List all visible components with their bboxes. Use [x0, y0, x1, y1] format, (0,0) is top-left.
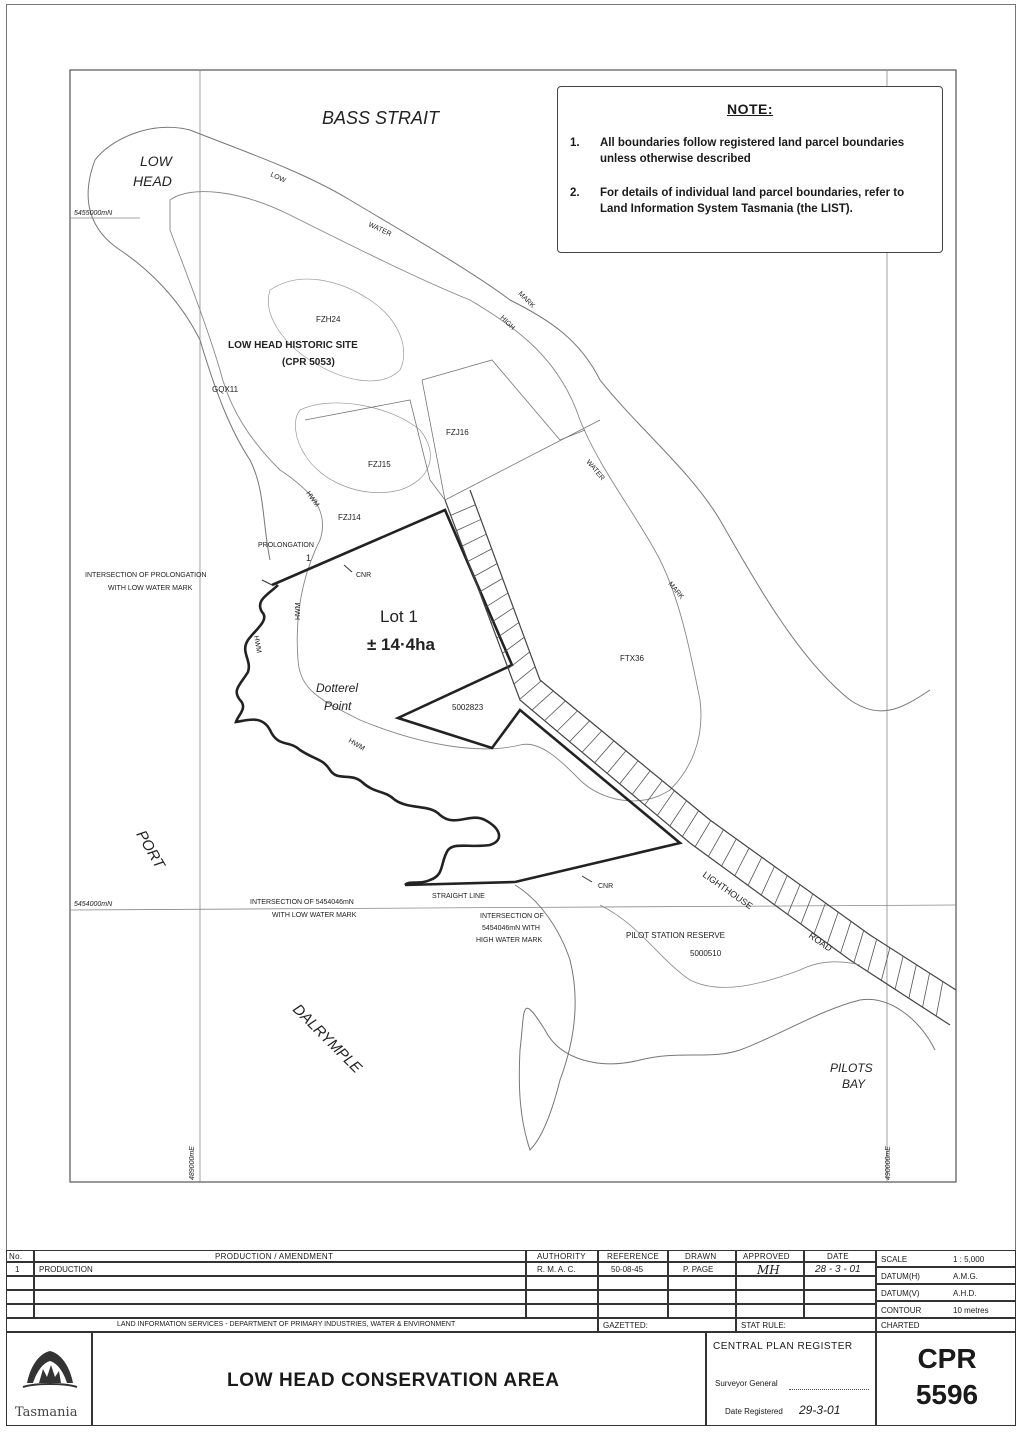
- label-dalrymple: DALRYMPLE: [289, 1000, 366, 1077]
- coastline-outer-west: [88, 160, 270, 560]
- label-hwm-left: HWM: [252, 635, 262, 654]
- row1-reference-cell: [598, 1262, 668, 1276]
- charted-label: CHARTED: [881, 1321, 920, 1330]
- row3-no-cell: [6, 1290, 34, 1304]
- road-hatch-line: [570, 721, 590, 742]
- label-intersect-1-line1: INTERSECTION OF PROLONGATION: [85, 572, 207, 579]
- label-hw-3: MARK: [666, 580, 685, 601]
- label-hwm-inner: HWM: [347, 737, 366, 753]
- label-prolongation-mark: 1: [306, 553, 312, 563]
- label-prolongation: PROLONGATION: [258, 542, 314, 549]
- register-label: CENTRAL PLAN REGISTER: [713, 1341, 853, 1352]
- hdr-reference-cell: [598, 1250, 668, 1262]
- hdr-approved-cell: [736, 1250, 804, 1262]
- scale-value: 1 : 5,000: [953, 1255, 985, 1264]
- label-hwm-vert: HWM: [304, 490, 321, 509]
- label-pilot-reserve-no: 5000510: [690, 949, 722, 958]
- hdr-drawn: DRAWN: [685, 1252, 717, 1261]
- row1-reference: 50-08-45: [611, 1265, 644, 1274]
- row1-date: 28 - 3 - 01: [815, 1264, 861, 1275]
- contour-cell: [876, 1301, 1016, 1318]
- road-hatch-line: [735, 848, 749, 876]
- label-point: Point: [324, 699, 352, 713]
- gazetted-cell: [598, 1318, 736, 1332]
- road-hatch-line: [881, 948, 890, 981]
- title-cell: [92, 1332, 706, 1426]
- label-historic-1: LOW HEAD HISTORIC SITE: [228, 340, 358, 351]
- road-hatch-line: [557, 711, 577, 731]
- label-intersect-3-line3: HIGH WATER MARK: [476, 937, 543, 944]
- road-hatch-line: [607, 751, 626, 774]
- label-lw-1: LOW: [269, 171, 287, 185]
- hdr-drawn-cell: [668, 1250, 736, 1262]
- hdr-no-cell: [6, 1250, 34, 1262]
- row4-date-cell: [804, 1304, 876, 1318]
- gazetted-label: GAZETTED:: [603, 1321, 648, 1330]
- label-intersect-1-line2: WITH LOW WATER MARK: [108, 585, 193, 592]
- contour-label: CONTOUR: [881, 1306, 922, 1315]
- road-hatch-line: [895, 956, 903, 989]
- road-hatch-line: [502, 637, 524, 653]
- parcel-fzj15: [305, 400, 445, 500]
- road-hatch-line: [451, 505, 476, 516]
- tasmania-logo-icon: [21, 1343, 79, 1393]
- row4-authority-cell: [526, 1304, 598, 1318]
- road-hatch-line: [545, 701, 566, 721]
- stat-rule-label: STAT RULE:: [741, 1321, 786, 1330]
- road-hatch-line: [923, 973, 930, 1007]
- row4-drawn-cell: [668, 1304, 736, 1318]
- row3-authority-cell: [526, 1290, 598, 1304]
- road-hatch-line: [841, 921, 851, 953]
- high-water-loop: [170, 192, 701, 801]
- row1-production-cell: [34, 1262, 526, 1276]
- row1-approved-signature: MH: [757, 1263, 780, 1276]
- cpr-cell: [876, 1332, 1016, 1426]
- hdr-date: DATE: [827, 1252, 849, 1261]
- label-hw-1: HIGH: [498, 314, 516, 332]
- cpr-label: CPR: [917, 1343, 977, 1374]
- note-item-1-number: 1.: [570, 137, 580, 149]
- road-hatch-line: [491, 608, 513, 623]
- label-port: PORT: [132, 827, 168, 872]
- label-grid-e-right: 490000mE: [885, 1146, 892, 1180]
- road-hatch-line: [595, 741, 614, 763]
- label-lw-3: MARK: [516, 290, 536, 310]
- road-hatch-line: [695, 821, 711, 847]
- row3-production-cell: [34, 1290, 526, 1304]
- row1-production: PRODUCTION: [39, 1265, 93, 1274]
- lighthouse-road-edge-west: [445, 500, 950, 1025]
- label-grid-n-bottom: 5454000mN: [74, 901, 113, 908]
- row3-date-cell: [804, 1290, 876, 1304]
- label-historic-2: (CPR 5053): [282, 357, 335, 368]
- row1-approved-cell: [736, 1262, 804, 1276]
- label-intersect-3-line2: 5454046mN WITH: [482, 925, 540, 932]
- label-low: LOW: [140, 153, 172, 169]
- road-hatch-line: [479, 578, 502, 592]
- dept-line: LAND INFORMATION SERVICES - DEPARTMENT OF PRIMARY INDUSTRIES, WATER & ENVIRONMENT: [117, 1321, 456, 1328]
- note-title: NOTE:: [726, 101, 774, 117]
- road-hatch-line: [632, 771, 650, 795]
- row1-no: 1: [15, 1265, 20, 1274]
- row3-approved-cell: [736, 1290, 804, 1304]
- row1-authority-cell: [526, 1262, 598, 1276]
- road-hatch-line: [582, 731, 602, 752]
- road-hatch-line: [670, 801, 687, 826]
- label-parcel-5002823: 5002823: [452, 703, 484, 712]
- row1-authority: R. M. A. C.: [537, 1265, 576, 1274]
- road-hatch-line: [508, 652, 529, 669]
- arrow-cnr-2: [582, 876, 592, 882]
- label-cnr-1: CNR: [356, 572, 372, 579]
- hdr-production-cell: [34, 1250, 526, 1262]
- label-lot-1: Lot 1: [380, 607, 418, 626]
- road-hatch-line: [520, 681, 541, 699]
- row4-no-cell: [6, 1304, 34, 1318]
- hdr-authority-cell: [526, 1250, 598, 1262]
- scale-cell: [876, 1250, 1016, 1267]
- hdr-reference: REFERENCE: [607, 1252, 660, 1261]
- road-hatch-line: [532, 691, 553, 710]
- hdr-date-cell: [804, 1250, 876, 1262]
- label-intersect-2-line1: INTERSECTION OF 5454046mN: [250, 899, 354, 906]
- road-hatch-line: [936, 982, 943, 1017]
- row2-no-cell: [6, 1276, 34, 1290]
- row4-reference-cell: [598, 1304, 668, 1318]
- charted-cell: [876, 1318, 1016, 1332]
- scale-label: SCALE: [881, 1255, 908, 1264]
- row3-drawn-cell: [668, 1290, 736, 1304]
- road-hatch-line: [657, 791, 674, 816]
- road-hatch-line: [788, 885, 800, 915]
- label-grid-n-top: 5455000mN: [74, 210, 113, 217]
- row2-approved-cell: [736, 1276, 804, 1290]
- label-lot-area: ± 14·4ha: [367, 635, 435, 654]
- road-hatch-line: [748, 857, 762, 885]
- road-hatch-line: [682, 811, 698, 837]
- label-fzj16: FZJ16: [446, 428, 469, 437]
- arrow-cnr-1: [344, 565, 352, 572]
- label-intersect-2-line2: WITH LOW WATER MARK: [272, 912, 357, 919]
- title-block: [6, 1250, 1016, 1426]
- road-hatch-line: [514, 667, 535, 684]
- road-hatch-line: [474, 564, 497, 577]
- road-hatch-line: [456, 519, 480, 530]
- arrow-intersect-1: [262, 580, 272, 585]
- dept-line-cell: [6, 1318, 598, 1332]
- lot-1-boundary: [272, 510, 680, 882]
- row1-no-cell: [6, 1262, 34, 1276]
- stat-rule-cell: [736, 1318, 876, 1332]
- row2-reference-cell: [598, 1276, 668, 1290]
- contour-value: 10 metres: [953, 1306, 989, 1315]
- label-lw-2: WATER: [367, 221, 393, 239]
- label-road: ROAD: [806, 930, 834, 954]
- row2-production-cell: [34, 1276, 526, 1290]
- road-hatch-line: [620, 761, 638, 784]
- road-hatch-line: [722, 839, 737, 866]
- row3-reference-cell: [598, 1290, 668, 1304]
- label-fzj14: FZJ14: [338, 513, 361, 522]
- label-cnr-2: CNR: [598, 883, 614, 890]
- road-hatch-line: [814, 903, 825, 934]
- date-registered-label: Date Registered: [725, 1407, 783, 1416]
- road-hatch-line: [645, 781, 663, 805]
- road-hatch-line: [854, 930, 864, 962]
- label-gqx11: GQX11: [212, 385, 239, 394]
- surveyor-signature: [789, 1377, 869, 1390]
- label-bay: BAY: [842, 1077, 866, 1091]
- datum-v-value: A.H.D.: [953, 1289, 977, 1298]
- label-straight-line: STRAIGHT LINE: [432, 893, 485, 900]
- hdr-approved: APPROVED: [743, 1252, 790, 1261]
- label-pilot-reserve: PILOT STATION RESERVE: [626, 931, 725, 940]
- hdr-authority: AUTHORITY: [537, 1252, 586, 1261]
- hdr-production: PRODUCTION / AMENDMENT: [215, 1252, 334, 1261]
- road-hatch-line: [462, 534, 486, 546]
- note-box: [557, 86, 943, 253]
- label-ftx36: FTX36: [620, 654, 645, 663]
- label-hwm-low: HWM: [295, 602, 302, 620]
- road-hatch-line: [868, 939, 877, 971]
- logo-text: Tasmania: [15, 1405, 78, 1420]
- label-grid-e-left: 489000mE: [189, 1146, 196, 1180]
- label-head: HEAD: [133, 173, 172, 189]
- label-lighthouse: LIGHTHOUSE: [700, 869, 755, 912]
- hdr-no: No.: [9, 1252, 23, 1261]
- datum-h-label: DATUM(H): [881, 1272, 920, 1281]
- surveyor-general-label: Surveyor General: [715, 1379, 778, 1388]
- row1-drawn-cell: [668, 1262, 736, 1276]
- label-pilots: PILOTS: [830, 1061, 873, 1075]
- road-hatch-line: [485, 593, 508, 607]
- note-item-2-text: For details of individual land parcel boundaries, refer to Land Information System Tasmania (the LIST).: [600, 187, 905, 215]
- logo-cell: [6, 1332, 92, 1426]
- inner-contour-2: [295, 403, 430, 493]
- low-water-mark-shoreline: [236, 585, 499, 885]
- datum-h-value: A.M.G.: [953, 1272, 978, 1281]
- label-bass-strait: BASS STRAIT: [322, 108, 440, 128]
- label-intersect-3-line1: INTERSECTION OF: [480, 913, 544, 920]
- note-item-1-text: All boundaries follow registered land parcel boundaries unless otherwise described: [600, 137, 905, 165]
- row4-approved-cell: [736, 1304, 804, 1318]
- row2-authority-cell: [526, 1276, 598, 1290]
- label-dotterel: Dotterel: [316, 681, 359, 695]
- road-hatch-line: [827, 912, 838, 943]
- road-hatch-line: [774, 876, 787, 905]
- row4-production-cell: [34, 1304, 526, 1318]
- road-hatch-line: [761, 866, 774, 895]
- datum-v-label: DATUM(V): [881, 1289, 920, 1298]
- road-hatch-line: [497, 623, 519, 638]
- plan-title: LOW HEAD CONSERVATION AREA: [227, 1370, 560, 1391]
- cpr-number: 5596: [915, 1379, 979, 1410]
- row2-date-cell: [804, 1276, 876, 1290]
- pilots-bay-shoreline: [515, 885, 935, 1150]
- road-hatch-line: [909, 965, 917, 999]
- note-item-2-number: 2.: [570, 187, 580, 199]
- row1-drawn: P. PAGE: [683, 1265, 714, 1274]
- register-cell: [706, 1332, 876, 1426]
- row2-drawn-cell: [668, 1276, 736, 1290]
- label-fzh24: FZH24: [316, 315, 341, 324]
- road-hatch-line: [801, 894, 813, 924]
- row1-date-cell: [804, 1262, 876, 1276]
- label-hw-2: WATER: [584, 458, 606, 483]
- date-registered-value: 29-3-01: [799, 1403, 841, 1417]
- label-fzj15: FZJ15: [368, 460, 391, 469]
- datum-h-cell: [876, 1267, 1016, 1284]
- road-hatch-line: [468, 549, 492, 561]
- datum-v-cell: [876, 1284, 1016, 1301]
- road-hatch-line: [708, 830, 723, 857]
